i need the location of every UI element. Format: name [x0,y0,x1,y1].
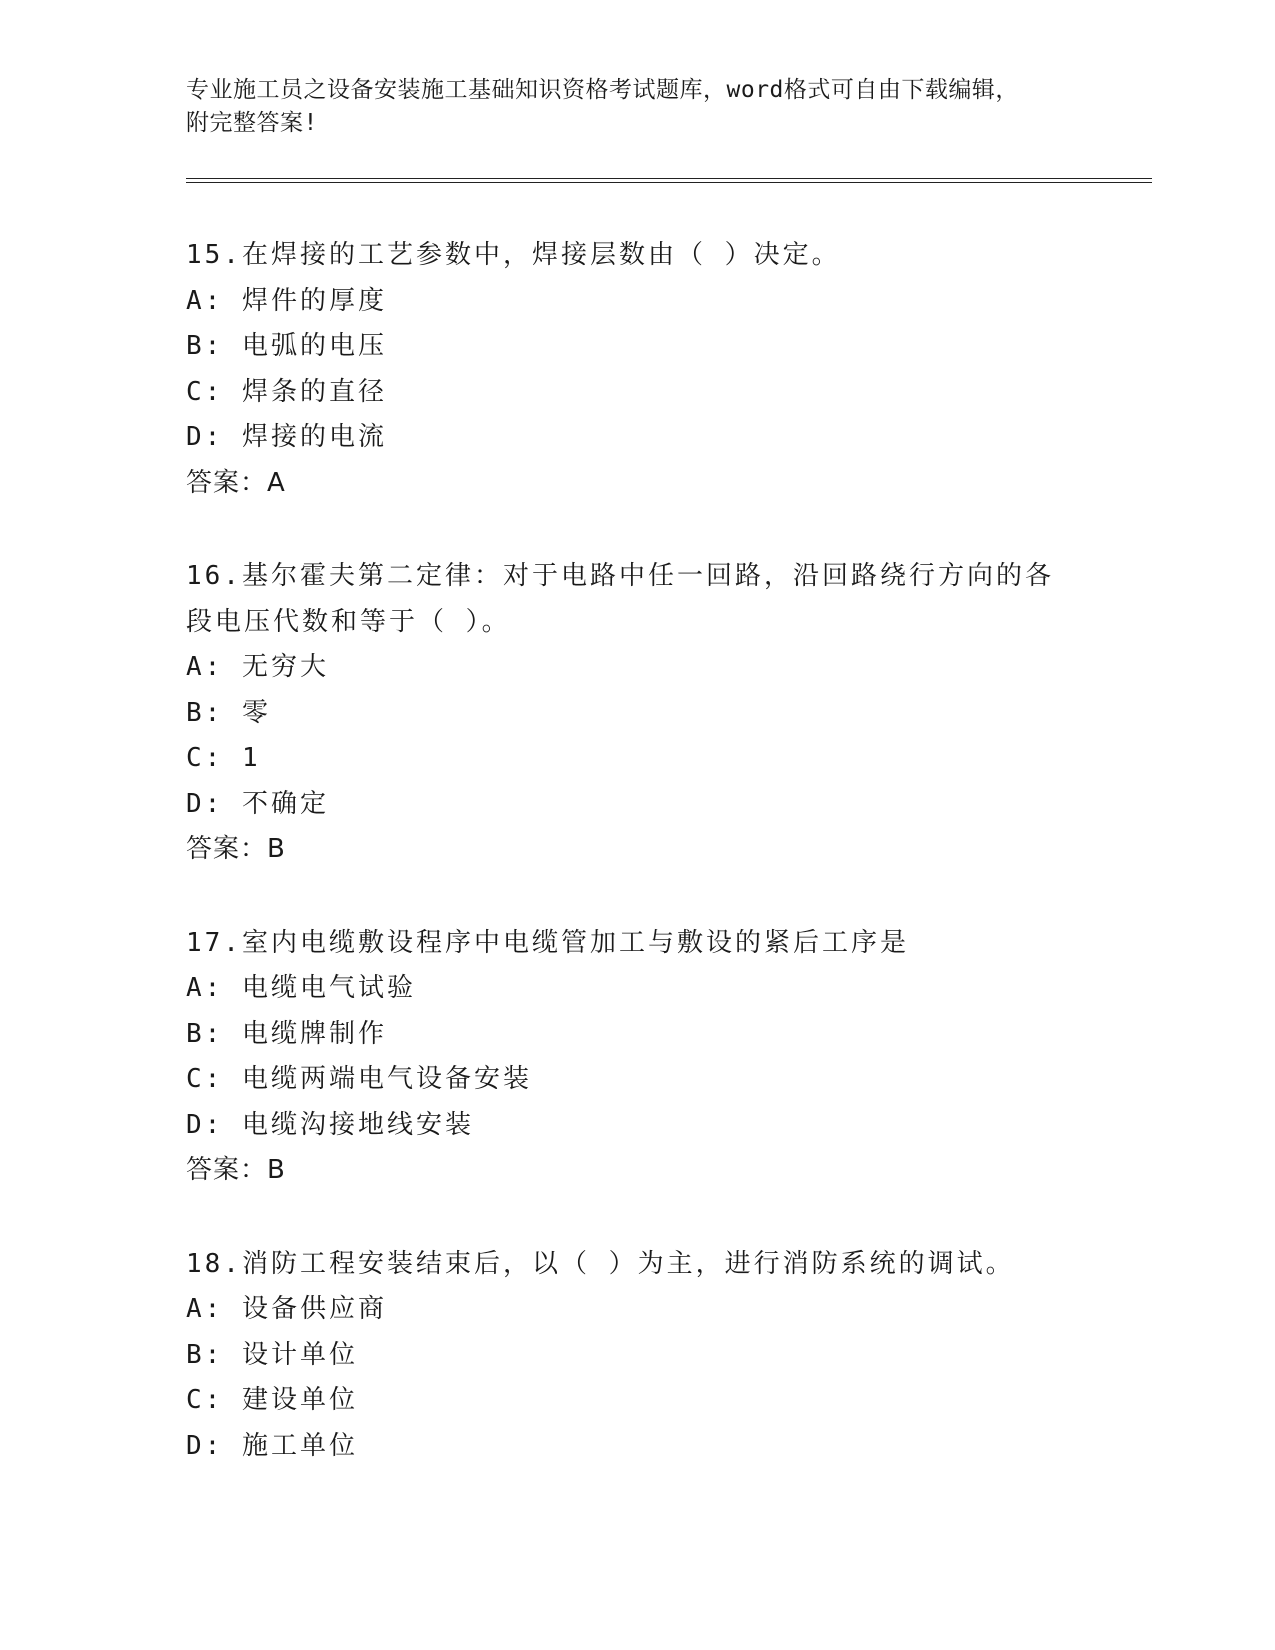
option-b: B: 设计单位 [186,1339,358,1370]
option-d: D: 不确定 [186,788,329,819]
question-stem: 17.室内电缆敷设程序中电缆管加工与敷设的紧后工序是 [186,927,909,958]
answer: 答案：A [186,467,286,498]
document-header: 专业施工员之设备安装施工基础知识资格考试题库，word格式可自由下载编辑， 附完整答案! [186,77,1019,136]
question-stem: 18.消防工程安装结束后，以（ ）为主，进行消防系统的调试。 [186,1248,1015,1279]
option-a: A: 电缆电气试验 [186,973,416,1003]
question-stem: 15.在焊接的工艺参数中，焊接层数由（ ）决定。 [186,240,841,270]
option-b: B: 电缆牌制作 [186,1018,387,1049]
option-a: A: 无穷大 [186,652,329,682]
header-divider [186,178,1152,183]
question-15 [186,233,1146,506]
option-c: C: 电缆两端电气设备安装 [186,1064,532,1094]
answer: 答案：B [186,834,286,864]
option-a: A: 焊件的厚度 [186,285,387,316]
question-18 [186,1242,1146,1470]
question-list [186,233,1146,1517]
question-17 [186,921,1146,1194]
document-page [186,0,1146,1650]
question-16 [186,554,1146,873]
option-a: A: 设备供应商 [186,1294,387,1324]
option-b: B: 电弧的电压 [186,331,387,361]
question-stem: 16.基尔霍夫第二定律：对于电路中任一回路，沿回路绕行方向的各段电压代数和等于（ ）。 [186,561,1054,637]
option-c: C: 焊条的直径 [186,376,387,407]
option-d: D: 电缆沟接地线安装 [186,1109,474,1140]
answer: 答案：B [186,1155,286,1185]
option-d: D: 施工单位 [186,1430,358,1461]
option-b: B: 零 [186,697,271,728]
option-d: D: 焊接的电流 [186,422,387,452]
option-c: C: 1 [186,743,261,773]
option-c: C: 建设单位 [186,1385,358,1415]
